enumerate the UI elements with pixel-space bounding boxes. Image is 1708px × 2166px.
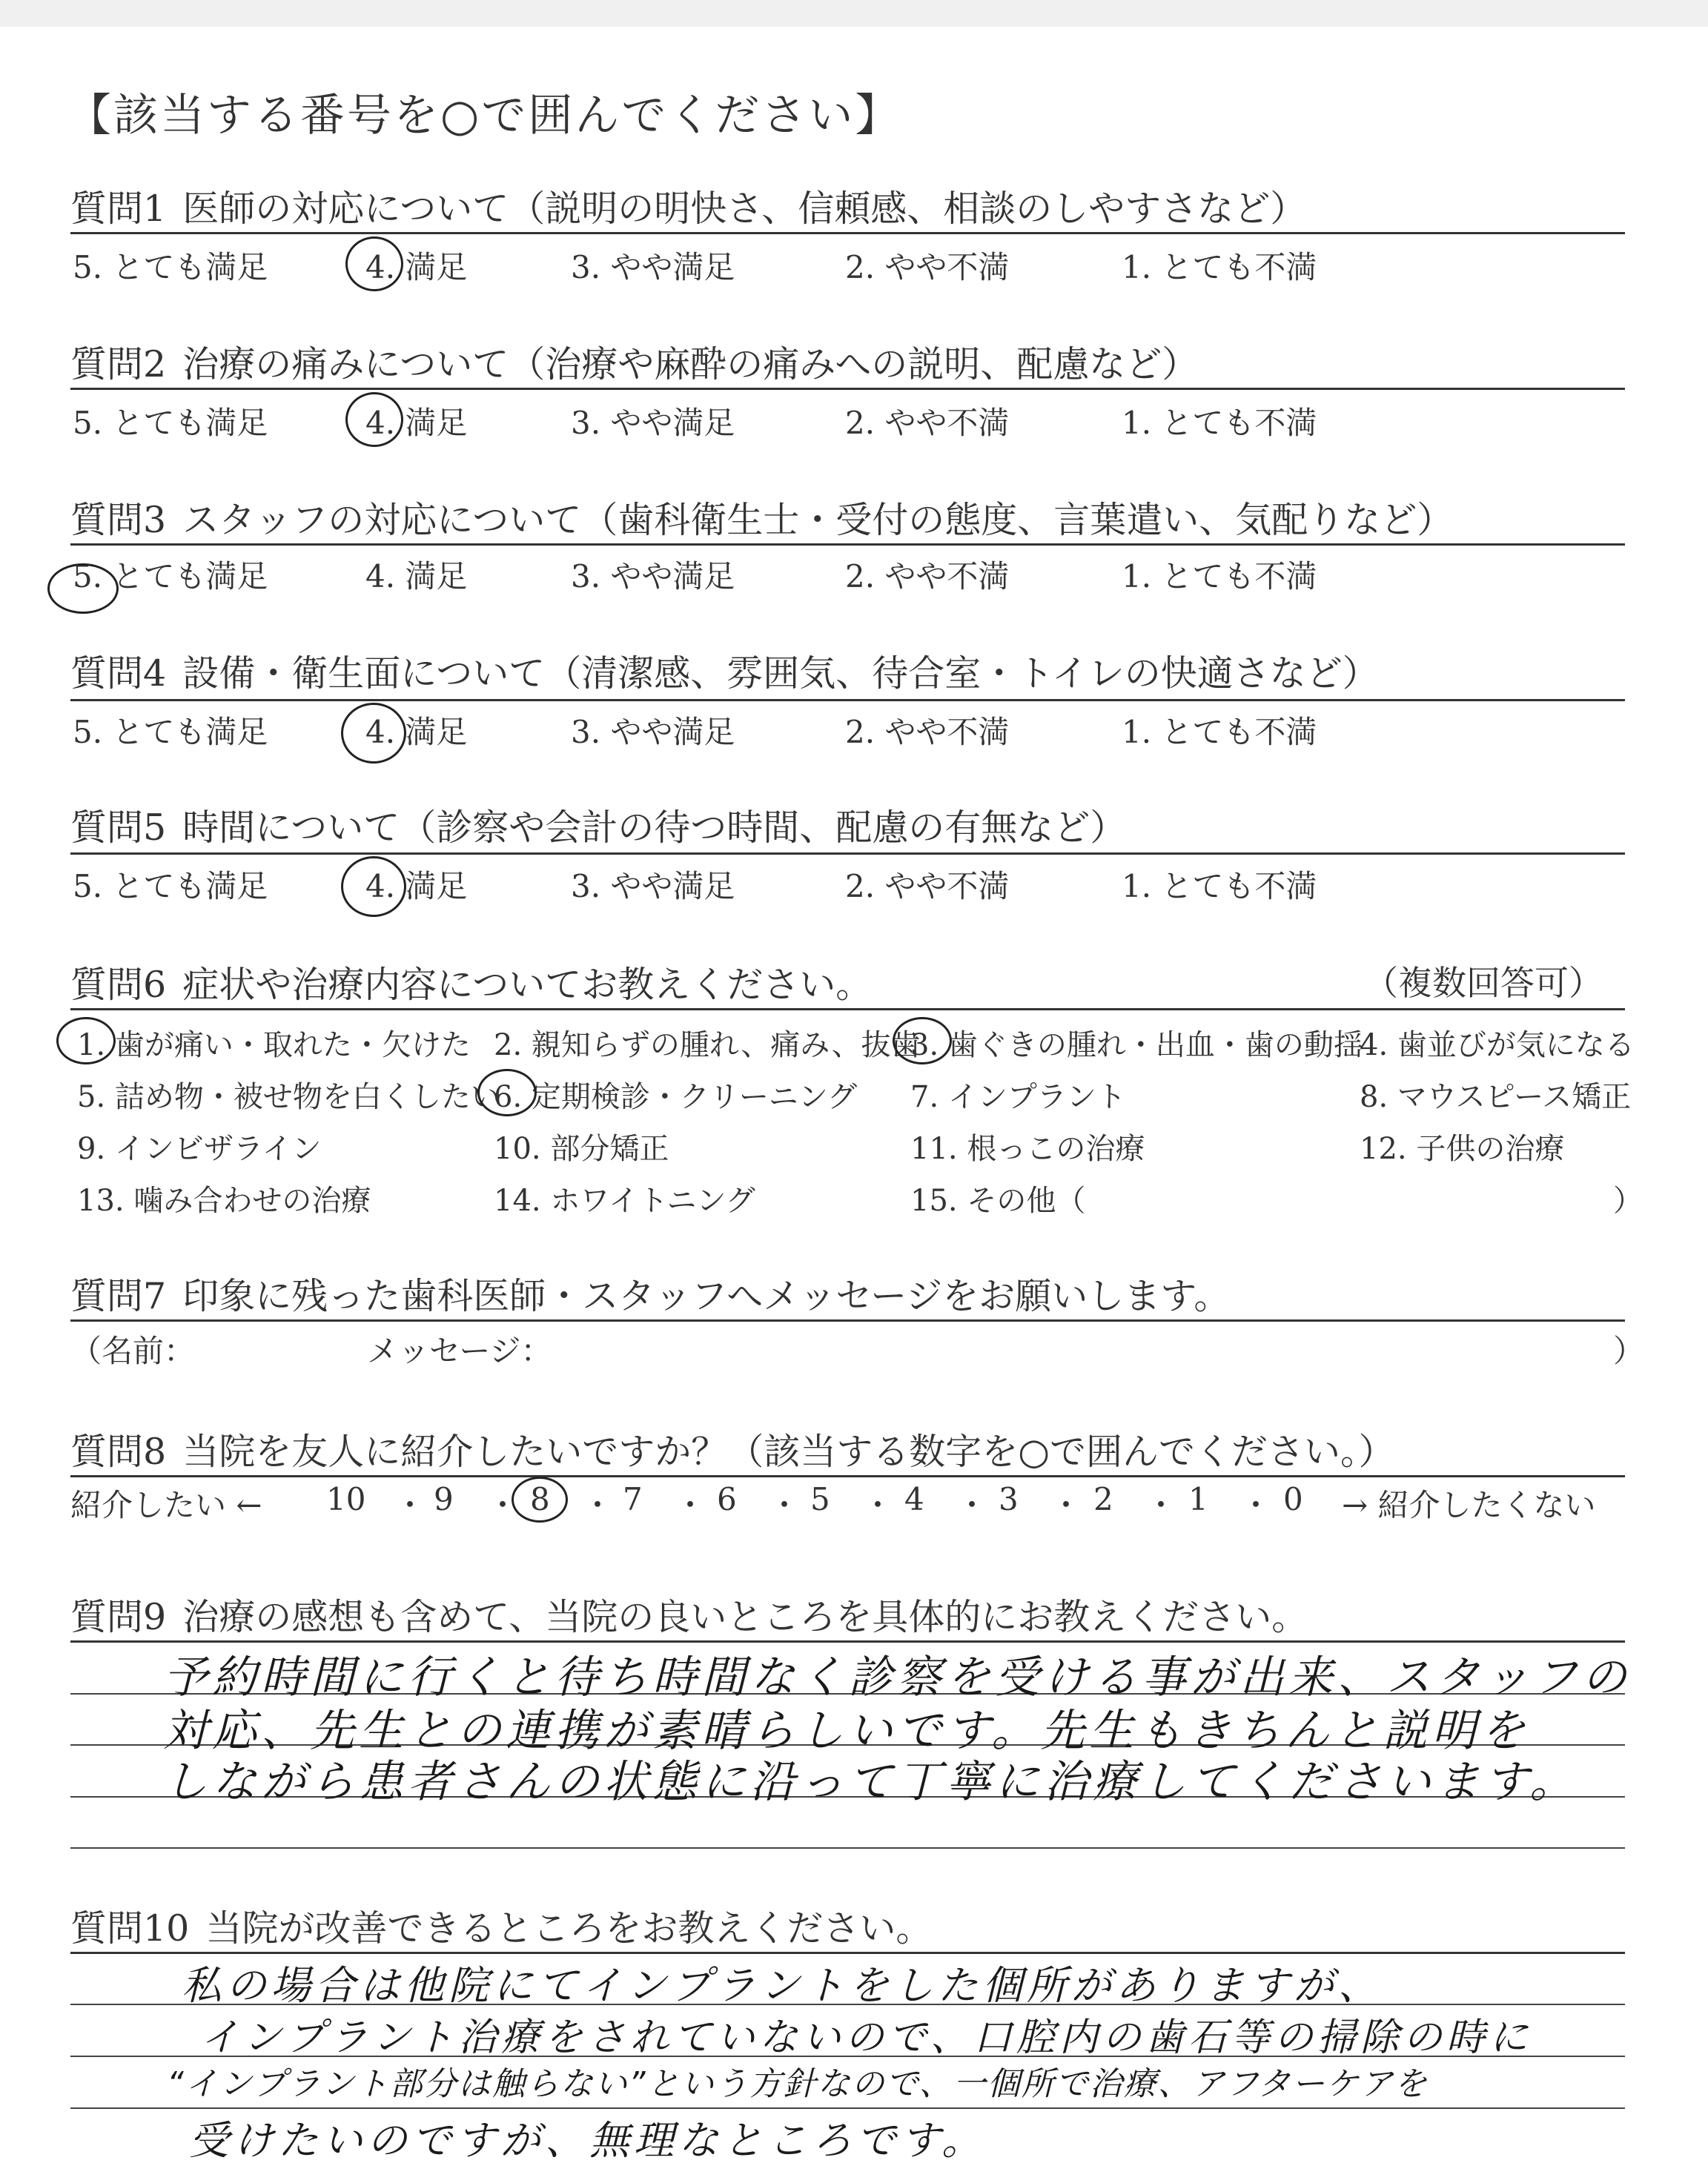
question-2-text: 治療の痛みについて（治療や麻酔の痛みへの説明、配慮など）	[182, 343, 1199, 385]
q3-option-2[interactable]: 2. やや不満	[845, 558, 1010, 595]
q6-option-9[interactable]: 9. インビザライン	[77, 1132, 322, 1166]
question-4-number: 質問4	[70, 652, 167, 695]
question-6-text: 症状や治療内容についてお教えください。	[182, 964, 873, 1006]
q8-value-3[interactable]: 3	[999, 1481, 1019, 1517]
scan-top-band	[0, 0, 1708, 27]
q9-handwritten-line-3: しながら患者さんの状態に沿って丁寧に治療してくださいます。	[163, 1756, 1579, 1808]
question-4-text: 設備・衛生面について（清潔感、雰囲気、待合室・トイレの快適さなど）	[182, 652, 1379, 695]
q5-option-3[interactable]: 3. やや満足	[571, 868, 735, 904]
question-10-text: 当院が改善できるところをお教えください。	[205, 1907, 933, 1950]
question-6-multiple-note: （複数回答可）	[1364, 963, 1603, 1003]
question-7-text: 印象に残った歯科医師・スタッフへメッセージをお願いします。	[182, 1275, 1231, 1317]
q8-value-6[interactable]: 6	[717, 1481, 737, 1517]
q8-value-8[interactable]: 8	[530, 1481, 550, 1517]
q6-option-8[interactable]: 8. マウスピース矯正	[1360, 1080, 1632, 1114]
q1-option-4[interactable]: 4. 満足	[365, 249, 468, 285]
question-5-number: 質問5	[70, 807, 167, 849]
question-2-heading	[70, 336, 1198, 388]
question-3-rule	[70, 543, 1625, 546]
q8-value-0[interactable]: 0	[1283, 1481, 1303, 1517]
q2-option-3[interactable]: 3. やや満足	[571, 405, 735, 441]
q8-value-5[interactable]: 5	[810, 1481, 830, 1517]
q1-option-5[interactable]: 5. とても満足	[73, 249, 268, 285]
q8-value-10[interactable]: 10	[326, 1481, 366, 1517]
question-1-number: 質問1	[70, 188, 167, 230]
question-8-number: 質問8	[70, 1431, 167, 1473]
q6-selection-circle-1	[56, 1017, 116, 1064]
q5-option-2[interactable]: 2. やや不満	[845, 868, 1010, 904]
q8-left-label: 紹介したい ←	[70, 1487, 262, 1523]
question-1-text: 医師の対応について（説明の明快さ、信頼感、相談のしやすさなど）	[182, 188, 1307, 230]
q4-option-4[interactable]: 4. 満足	[365, 714, 468, 750]
q6-option-7[interactable]: 7. インプラント	[910, 1080, 1126, 1114]
question-3-text: スタッフの対応について（歯科衛生士・受付の態度、言葉遣い、気配りなど）	[182, 499, 1454, 541]
q1-selection-circle	[345, 236, 403, 291]
q6-option-14[interactable]: 14. ホワイトニング	[494, 1184, 755, 1218]
question-8-text: 当院を友人に紹介したいですか？（該当する数字を○で囲んでください。）	[182, 1431, 1395, 1473]
question-6-number: 質問6	[70, 964, 167, 1006]
question-1-rule	[70, 232, 1625, 234]
question-2-number: 質問2	[70, 343, 167, 385]
q4-selection-circle	[341, 703, 406, 764]
q6-option-6[interactable]: 6. 定期検診・クリーニング	[494, 1080, 858, 1114]
q8-right-label: → 紹介したくない	[1342, 1487, 1596, 1523]
question-7-rule	[70, 1319, 1625, 1322]
question-9-heading	[70, 1589, 1308, 1640]
question-6-heading	[70, 956, 872, 1008]
question-5-rule	[70, 852, 1625, 855]
q3-option-4[interactable]: 4. 満足	[365, 558, 468, 595]
q2-selection-circle	[345, 392, 403, 447]
question-9-number: 質問9	[70, 1596, 167, 1638]
question-5-heading	[70, 799, 1126, 851]
q3-option-1[interactable]: 1. とても不満	[1122, 558, 1317, 595]
q3-selection-circle	[47, 563, 119, 614]
q5-option-4[interactable]: 4. 満足	[365, 868, 468, 904]
q10-handwritten-line-2: インプラント治療をされていないので、口腔内の歯石等の掃除の時に	[200, 2016, 1532, 2060]
q6-option-4[interactable]: 4. 歯並びが気になる	[1360, 1028, 1635, 1062]
q8-selection-circle	[512, 1477, 568, 1523]
page-title: 【該当する番号を○で囲んでください】	[67, 90, 902, 142]
q6-option-15-close: ）	[1613, 1184, 1643, 1218]
question-3-heading	[70, 491, 1453, 543]
q1-option-1[interactable]: 1. とても不満	[1122, 249, 1317, 285]
q4-option-3[interactable]: 3. やや満足	[571, 714, 735, 750]
q6-option-10[interactable]: 10. 部分矯正	[494, 1132, 669, 1166]
q9-handwritten-line-1: 予約時間に行くと待ち時間なく診察を受ける事が出来、スタッフの	[163, 1652, 1631, 1703]
q7-message-label: メッセージ：	[367, 1333, 552, 1369]
q6-option-1[interactable]: 1. 歯が痛い・取れた・欠けた	[77, 1028, 471, 1062]
question-8-rule	[70, 1475, 1625, 1477]
q6-option-12[interactable]: 12. 子供の治療	[1360, 1132, 1565, 1166]
q7-close-paren: ）	[1613, 1333, 1645, 1369]
q10-handwritten-line-4: 受けたいのですが、無理なところです。	[189, 2117, 987, 2164]
q10-handwritten-line-1: 私の場合は他院にてインプラントをした個所がありますが、	[182, 1962, 1383, 2009]
q8-value-2[interactable]: 2	[1093, 1481, 1113, 1517]
q5-option-5[interactable]: 5. とても満足	[73, 868, 268, 904]
q3-option-3[interactable]: 3. やや満足	[571, 558, 735, 595]
q4-option-1[interactable]: 1. とても不満	[1122, 714, 1317, 750]
q6-option-13[interactable]: 13. 噛み合わせの治療	[77, 1184, 371, 1218]
q6-selection-circle-3	[893, 1017, 952, 1064]
q6-option-11[interactable]: 11. 根っこの治療	[910, 1132, 1145, 1166]
q6-option-5[interactable]: 5. 詰め物・被せ物を白くしたい	[77, 1080, 500, 1114]
q6-selection-circle-6	[477, 1069, 537, 1116]
q2-option-2[interactable]: 2. やや不満	[845, 405, 1010, 441]
question-2-rule	[70, 388, 1625, 390]
question-6-rule	[70, 1008, 1625, 1010]
q5-selection-circle	[341, 856, 406, 917]
question-8-heading	[70, 1423, 1394, 1475]
q8-value-7[interactable]: 7	[623, 1481, 643, 1517]
question-5-text: 時間について（診察や会計の待つ時間、配慮の有無など）	[182, 807, 1127, 849]
q6-option-2[interactable]: 2. 親知らずの腫れ、痛み、抜歯	[494, 1028, 921, 1062]
q3-option-5[interactable]: 5. とても満足	[73, 558, 268, 595]
q8-value-4[interactable]: 4	[904, 1481, 924, 1517]
question-4-rule	[70, 699, 1625, 701]
q4-option-2[interactable]: 2. やや不満	[845, 714, 1010, 750]
q2-option-4[interactable]: 4. 満足	[365, 405, 468, 441]
question-7-number: 質問7	[70, 1275, 167, 1317]
q2-option-5[interactable]: 5. とても満足	[73, 405, 268, 441]
q9-handwritten-line-2: 対応、先生との連携が素晴らしいです。先生もきちんと説明を	[163, 1705, 1530, 1757]
question-1-heading	[70, 180, 1306, 232]
question-10-number: 質問10	[70, 1907, 190, 1950]
q1-option-3[interactable]: 3. やや満足	[571, 249, 735, 285]
q1-option-2[interactable]: 2. やや不満	[845, 249, 1010, 285]
question-3-number: 質問3	[70, 499, 167, 541]
q2-option-1[interactable]: 1. とても不満	[1122, 405, 1317, 441]
q6-option-3[interactable]: 3. 歯ぐきの腫れ・出血・歯の動揺	[910, 1028, 1363, 1062]
question-7-heading	[70, 1268, 1230, 1319]
q7-name-label: （名前：	[70, 1333, 196, 1369]
question-4-heading	[70, 645, 1379, 697]
q4-option-5[interactable]: 5. とても満足	[73, 714, 268, 750]
q5-option-1[interactable]: 1. とても不満	[1122, 868, 1317, 904]
question-10-heading	[70, 1900, 932, 1952]
q6-option-15[interactable]: 15. その他（	[910, 1184, 1086, 1218]
q10-handwritten-line-3: “インプラント部分は触らない”という方針なので、一個所で治療、アフターケアを	[167, 2065, 1429, 2103]
q9-answer-line-4	[70, 1847, 1625, 1849]
q8-value-9[interactable]: 9	[434, 1481, 454, 1517]
q8-value-1[interactable]: 1	[1188, 1481, 1208, 1517]
question-9-text: 治療の感想も含めて、当院の良いところを具体的にお教えください。	[182, 1596, 1308, 1638]
